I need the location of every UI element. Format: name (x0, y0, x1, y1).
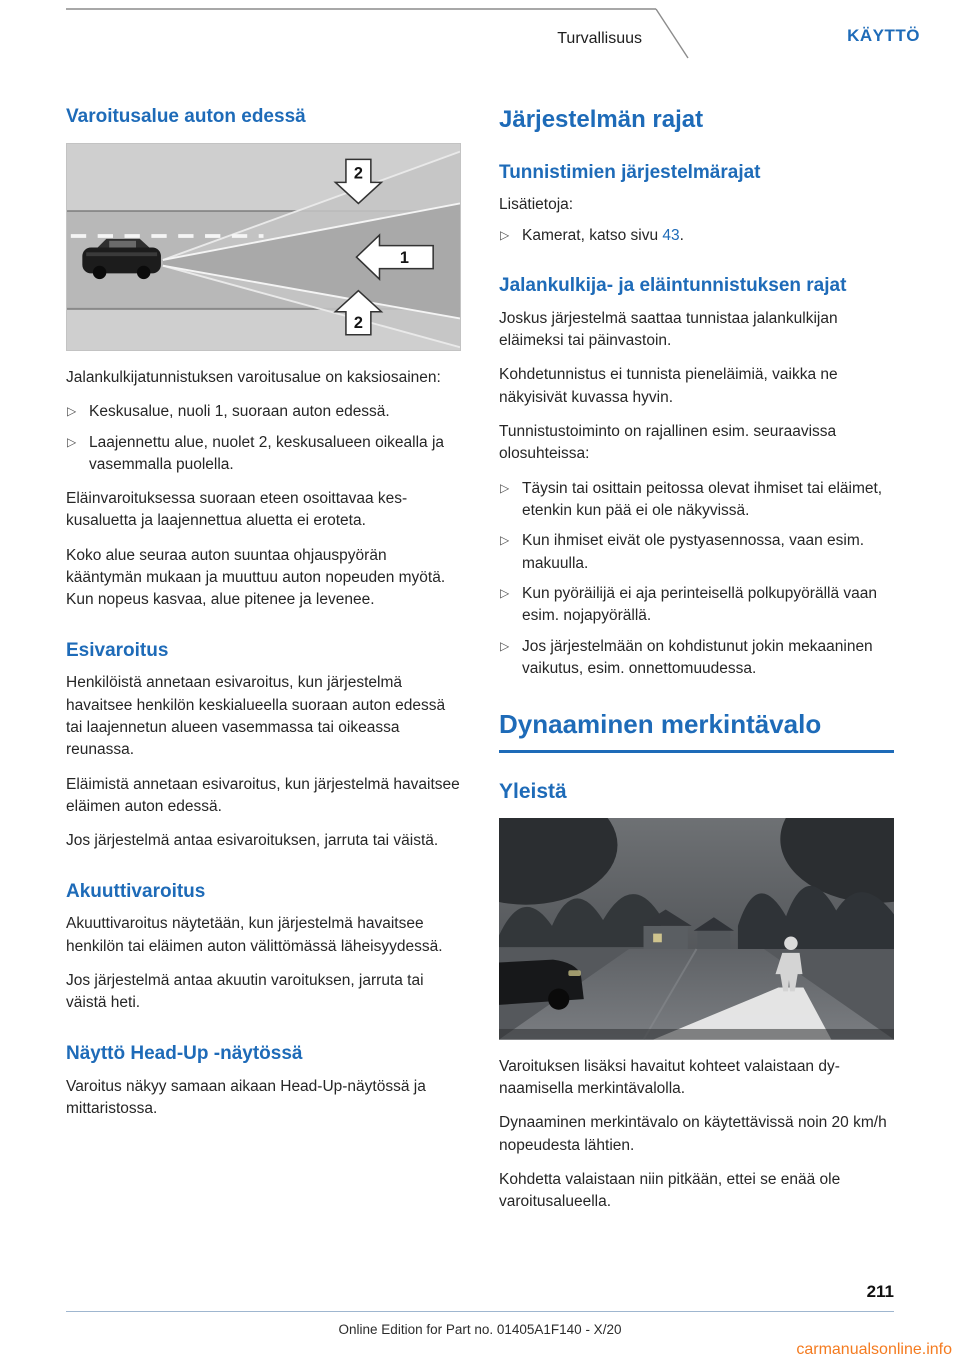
paragraph-acute-1: Akuuttivaroitus näytetään, kun järjestelmä havaitsee henkilön tai eläimen auton välittömässä läheisyydessä. (66, 915, 443, 955)
triangle-bullet-icon: ▷ (500, 533, 510, 548)
heading-pedestrian-animal-limits: Jalankulkija- ja eläintunnistuksen rajat (499, 275, 847, 297)
paragraph-prewarning-1: Henkilöistä annetaan esivaroitus, kun järjestelmä havaitsee henkilön keskialueella suoraan auton edessä tai laajennetun alueen vasemmassa tai oikeassa reunassa. (66, 674, 446, 759)
list-item (66, 432, 461, 477)
paragraph-dynamic-3: Kohdetta valaistaan niin pitkään, ettei se enää ole varoitusalueella. (499, 1171, 841, 1211)
footer-divider (66, 1311, 894, 1312)
heading-sensor-limits: Tunnistimien järjestelmärajat (499, 161, 761, 183)
paragraph-animal-warning: Eläinvaroituksessa suoraan eteen osoittavaa keskusaluetta ja laajennettua aluetta ei eroteta. (66, 490, 408, 530)
list-item (499, 478, 894, 523)
paragraph-dynamic-1: Varoituksen lisäksi havaitut kohteet valaistaan dynaamisella merkintävalolla. (499, 1057, 840, 1098)
arrow-label-2-bottom: 2 (353, 313, 363, 332)
list-item-text: Täysin tai osittain peitossa olevat ihmiset tai eläimet, etenkin kun pää ei ole näkyvissä. (522, 479, 883, 519)
list-item-text: Kun ihmiset eivät ole pystyasennossa, vaan esim. makuulla. (522, 532, 865, 572)
heading-warning-area: Varoitusalue auton edessä (66, 106, 306, 127)
list-item-text: Kun pyöräilijä ei aja perinteisellä polkupyörällä vaan esim. nojapyörällä. (522, 584, 877, 625)
paragraph-prewarning-3: Jos järjestelmä antaa esivaroituksen, jarruta tai väistä. (66, 832, 439, 850)
triangle-bullet-icon: ▷ (500, 227, 510, 242)
arrow-label-1: 1 (399, 248, 409, 267)
content-columns (0, 104, 960, 1226)
heading-system-limits: Järjestelmän rajat (499, 106, 704, 133)
triangle-bullet-icon: ▷ (67, 434, 77, 449)
list-item-text (522, 227, 684, 244)
paragraph-head-up: Varoitus näkyy samaan aikaan Head-Up-näytössä ja mittaristossa. (66, 1077, 426, 1117)
heading-prewarning: Esivaroitus (66, 639, 169, 661)
left-column (66, 104, 461, 1226)
heading-head-up-display: Näyttö Head-Up -näytössä (66, 1042, 303, 1064)
triangle-bullet-icon: ▷ (500, 585, 510, 600)
cameras-ref-period: . (679, 226, 684, 244)
paragraph-limit-1: Joskus järjestelmä saattaa tunnistaa jalankulkijan eläimeksi tai päinvastoin. (499, 309, 838, 350)
list-item-text: Laajennettu alue, nuolet 2, keskusalueen oikealla ja vasemmalla puolella. (89, 433, 445, 473)
list-item (499, 530, 894, 575)
paragraph-limit-3: Tunnistustoiminto on rajallinen esim. seuraavissa olosuhteissa: (499, 423, 837, 463)
paragraph-limit-2: Kohdetunnistus ei tunnista pieneläimiä, vaikka ne näkyisivät kuvassa hyvin. (499, 366, 838, 406)
list-item (499, 583, 894, 628)
list-item-text: Keskusalue, nuoli 1, suoraan auton edessä. (89, 403, 390, 421)
page-header (0, 0, 960, 62)
list-item-text: Jos järjestelmään on kohdistunut jokin mekaaninen vaikutus, esim. onnettomuudessa. (522, 637, 873, 677)
watermark-text: carmanualsonline.info (796, 1341, 952, 1358)
limit-conditions-list (499, 478, 894, 681)
heading-general: Yleistä (499, 780, 567, 804)
heading-dynamic-marker-light: Dynaaminen merkintävalo (499, 710, 894, 753)
paragraph-dynamic-2: Dynaaminen merkintävalo on käytettävissä noin 20 km/h nopeudesta lähtien. (499, 1114, 887, 1154)
paragraph-prewarning-2: Eläimistä annetaan esivaroitus, kun järjestelmä havaitsee eläimen auton edessä. (66, 775, 460, 816)
warning-zone-diagram (66, 143, 461, 351)
page-number: 211 (866, 1282, 894, 1301)
arrow-label-2-top: 2 (353, 164, 363, 183)
triangle-bullet-icon: ▷ (500, 480, 510, 495)
reference-list (499, 225, 894, 247)
paragraph-acute-2: Jos järjestelmä antaa akuutin varoituksen, jarruta tai väistä heti. (66, 972, 424, 1012)
header-section-label: KÄYTTÖ (847, 26, 920, 45)
right-column (499, 104, 894, 1226)
warning-zone-list (66, 401, 461, 476)
heading-acute-warning: Akuuttivaroitus (66, 880, 206, 902)
page-reference-link[interactable]: 43 (662, 226, 680, 244)
list-item (499, 636, 894, 681)
warning-zone-diagram-svg (66, 143, 461, 351)
paragraph-area-behavior: Koko alue seuraa auton suuntaa ohjauspyörän kääntymän mukaan ja muuttuu auton nopeuden myötä. Kun nopeus kasvaa, alue pitenee ja levenee. (66, 546, 446, 609)
edition-note: Online Edition for Part no. 01405A1F140 - X/20 (338, 1322, 622, 1337)
dynamic-marker-light-scene (499, 818, 894, 1040)
triangle-bullet-icon: ▷ (67, 404, 77, 419)
treeline-right (738, 886, 894, 953)
paragraph-warning-intro: Jalankulkijatunnistuksen varoitusalue on kaksiosainen: (66, 368, 441, 386)
list-item (66, 401, 461, 423)
paragraph-more-info: Lisätietoja: (499, 196, 574, 214)
list-item (499, 225, 894, 247)
header-chapter-label: Turvallisuus (557, 30, 642, 47)
night-scene-svg (499, 818, 894, 1040)
triangle-bullet-icon: ▷ (500, 638, 510, 653)
cameras-ref-text: Kamerat, katso sivu (522, 226, 663, 244)
